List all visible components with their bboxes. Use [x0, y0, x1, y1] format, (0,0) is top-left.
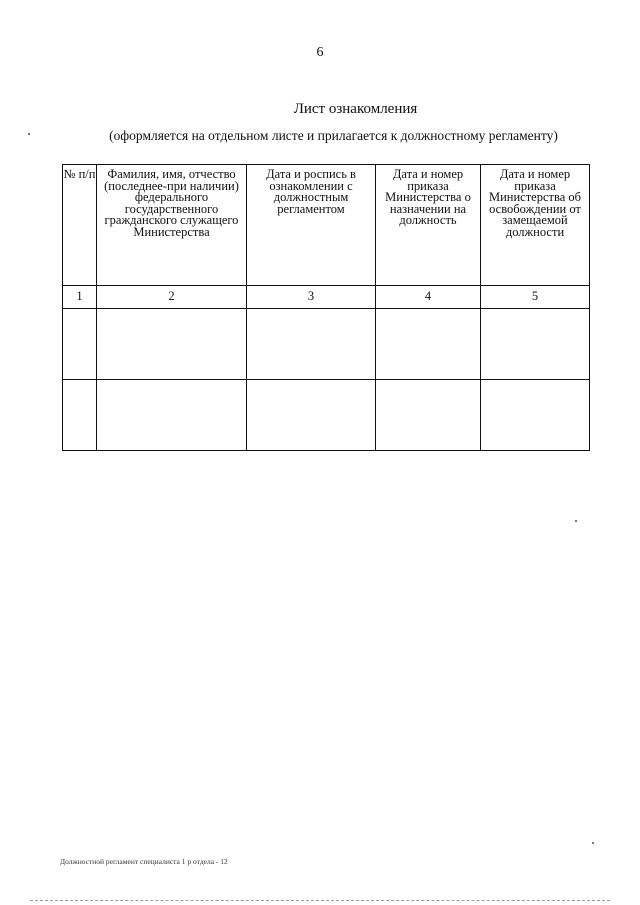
- table-cell: [63, 309, 97, 380]
- table-cell: [247, 309, 376, 380]
- column-number-cell: 2: [97, 286, 247, 309]
- header-cell-date-signature: Дата и роспись в ознакомлении с должностным регламентом: [247, 165, 376, 286]
- table-cell: [97, 309, 247, 380]
- scan-speck: [592, 842, 594, 844]
- table-cell: [247, 380, 376, 451]
- table-cell: [63, 380, 97, 451]
- header-cell-number: № п/п: [63, 165, 97, 286]
- table-header-row: [63, 165, 590, 286]
- acknowledgement-table: [62, 164, 590, 451]
- table-row: [63, 309, 590, 380]
- column-number-cell: 1: [63, 286, 97, 309]
- page-number: 6: [316, 45, 324, 60]
- document-subtitle: (оформляется на отдельном листе и прилагается к должностному регламенту): [109, 128, 558, 143]
- column-number-cell: 5: [481, 286, 590, 309]
- table-cell: [481, 309, 590, 380]
- table-row: [63, 380, 590, 451]
- scan-speck: [28, 133, 30, 135]
- table-cell: [97, 380, 247, 451]
- table-cell: [481, 380, 590, 451]
- scan-speck: [575, 520, 577, 522]
- column-number-row: [63, 286, 590, 309]
- header-cell-dismissal-order: Дата и номер приказа Министерства об освобождении от замещаемой должности: [481, 165, 590, 286]
- scan-edge-divider: [30, 900, 610, 901]
- document-footer: Должностной регламент специалиста 1 р отдела - 12: [60, 857, 228, 866]
- column-number-cell: 3: [247, 286, 376, 309]
- column-number-cell: 4: [376, 286, 481, 309]
- table-cell: [376, 309, 481, 380]
- header-cell-full-name: Фамилия, имя, отчество (последнее-при наличии) федерального государственного гражданского служащего Министерства: [97, 165, 247, 286]
- table-cell: [376, 380, 481, 451]
- header-cell-appointment-order: Дата и номер приказа Министерства о назначении на должность: [376, 165, 481, 286]
- document-title: Лист ознакомления: [293, 101, 418, 117]
